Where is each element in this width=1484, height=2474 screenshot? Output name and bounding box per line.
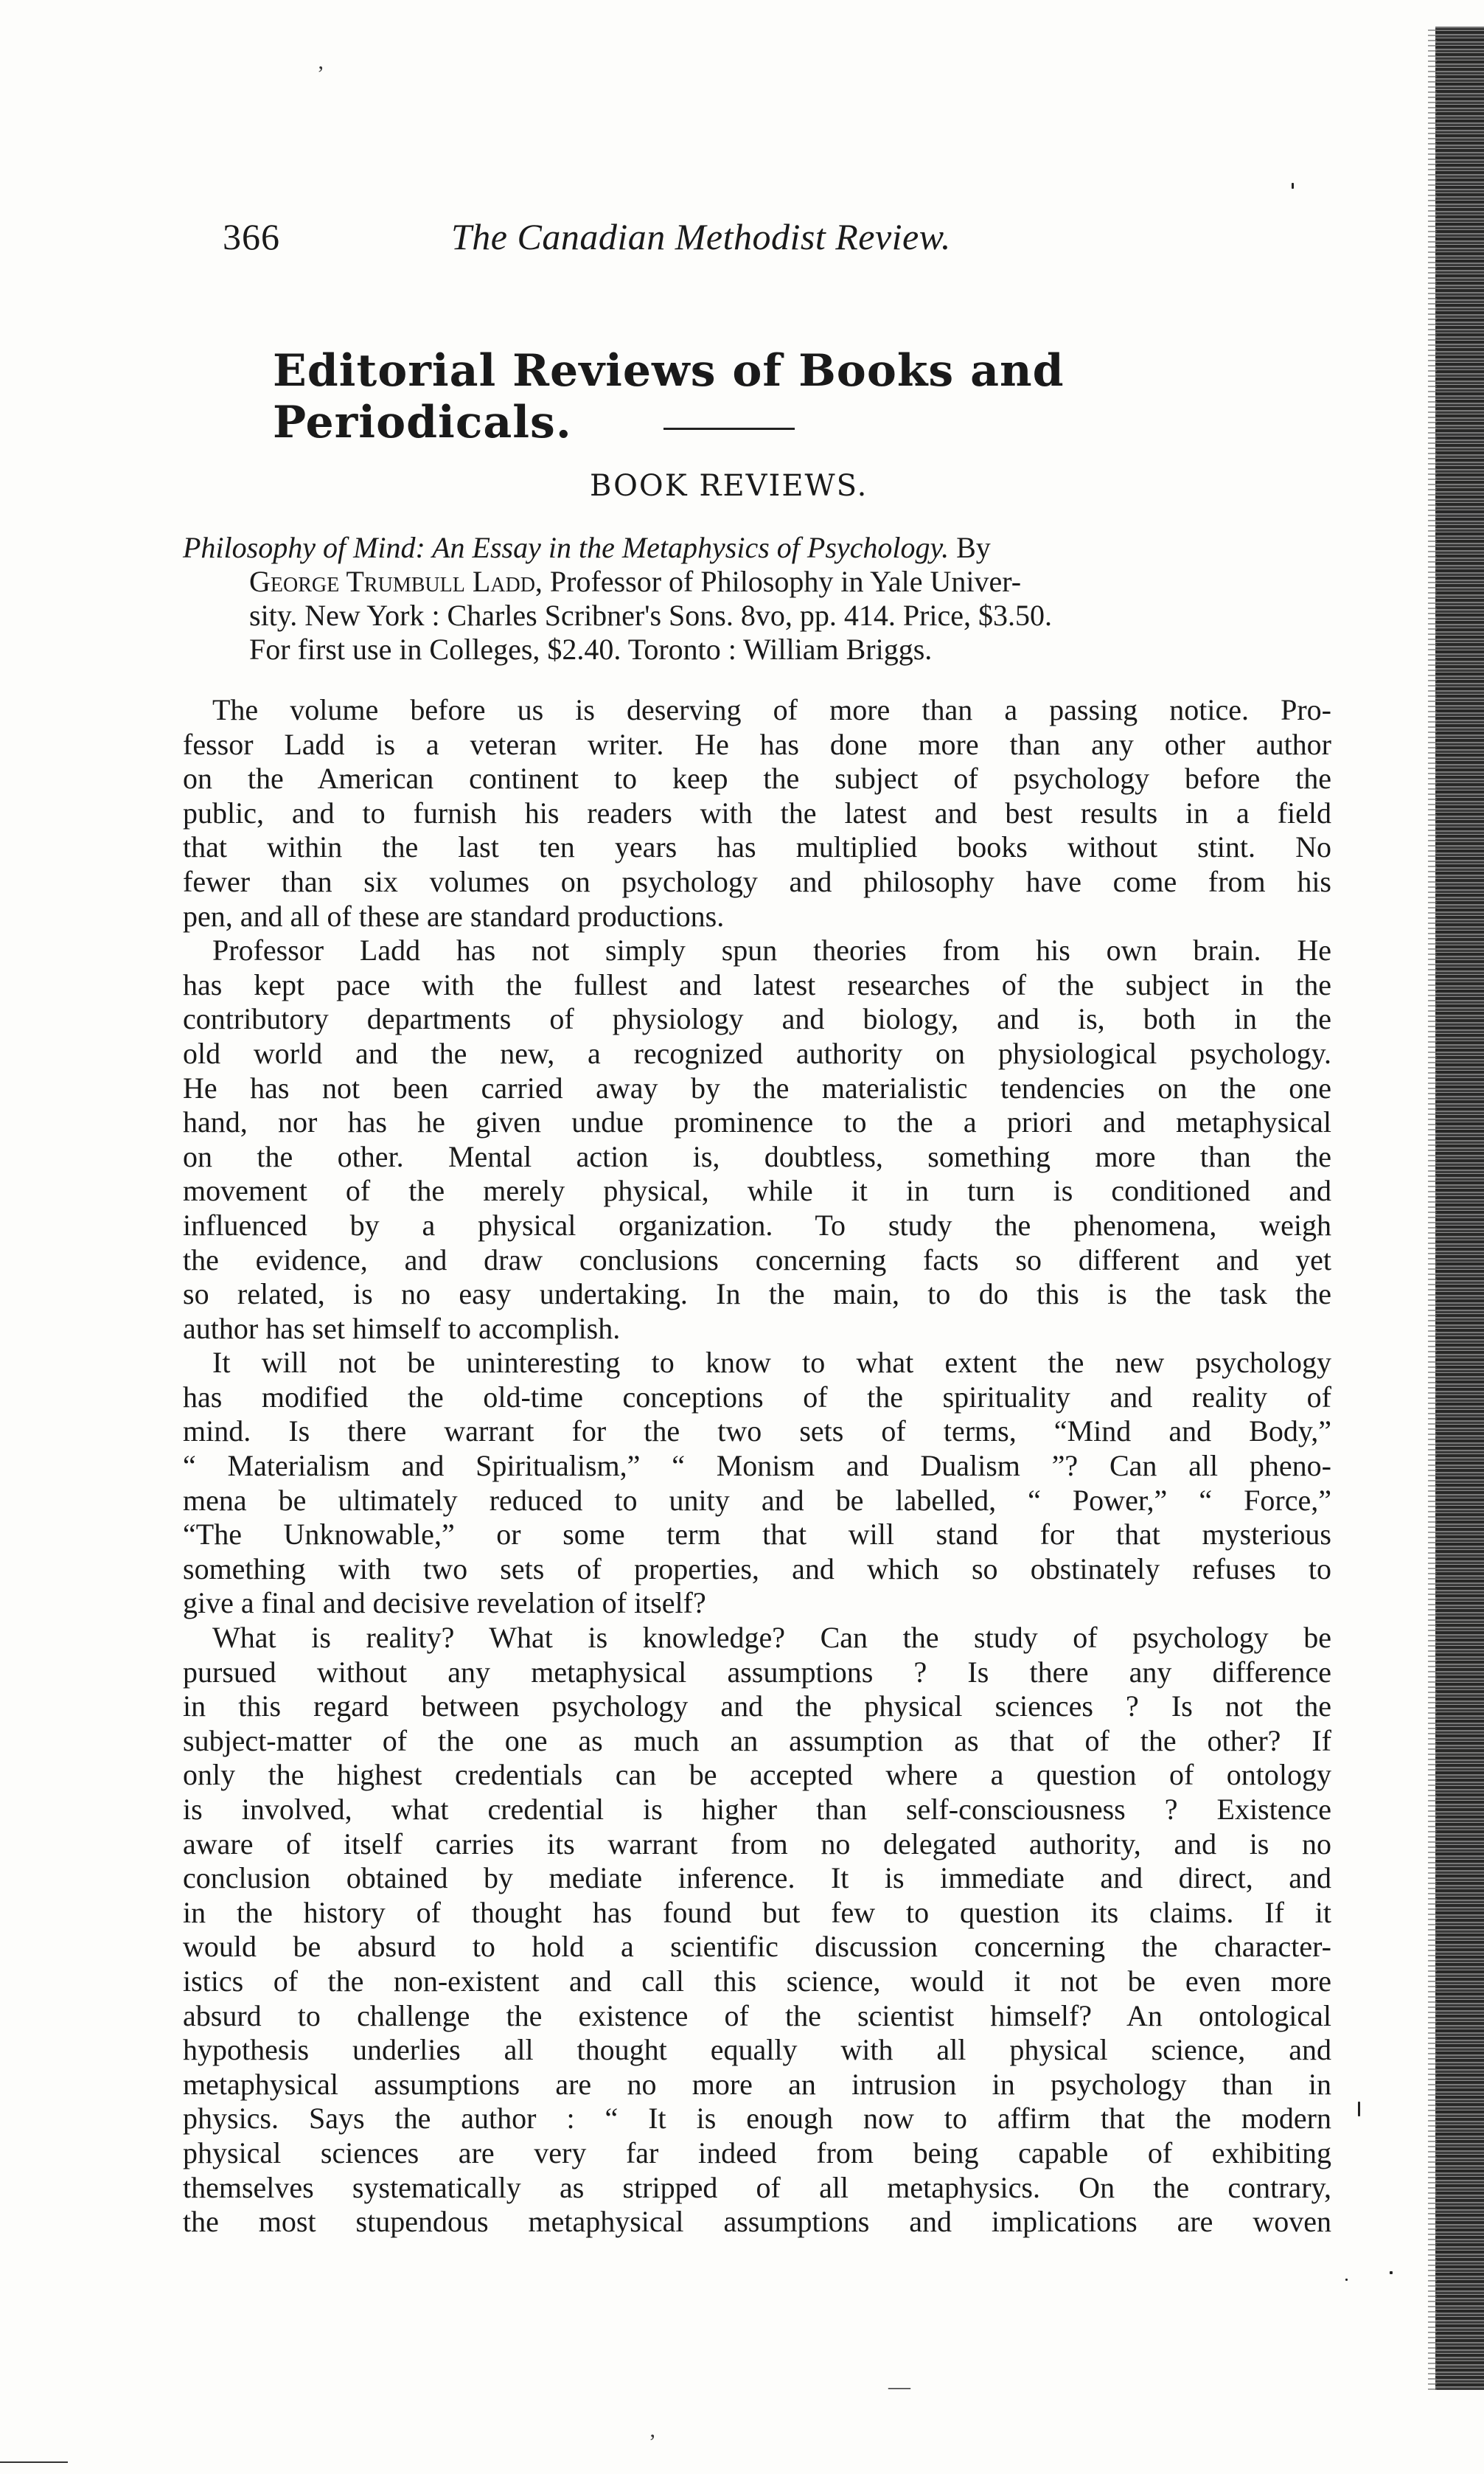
body-line: metaphysical assumptions are no more an intrusion in psychology than in	[183, 2067, 1331, 2101]
citation-line-1	[183, 531, 1331, 565]
citation-by: By	[949, 531, 991, 564]
body-line: influenced by a physical organization. To study the phenomena, weigh	[183, 1208, 1331, 1242]
page-number: 366	[223, 216, 280, 257]
body-line: has kept pace with the fullest and latest researches of the subject in the	[183, 967, 1331, 1001]
body-line: It will not be uninteresting to know to what extent the new psychology	[212, 1346, 1331, 1380]
citation-work-title: Philosophy of Mind: An Essay in the Metaphysics of Psychology.	[183, 531, 950, 564]
body-line: fewer than six volumes on psychology and philosophy have come from his	[183, 864, 1331, 898]
body-line: would be absurd to hold a scientific discussion concerning the character-	[183, 1930, 1331, 1964]
body-line: contributory departments of physiology and biology, and is, both in the	[183, 1002, 1331, 1036]
citation-line-2	[183, 565, 1331, 599]
scan-speck	[1292, 183, 1294, 189]
scan-speck	[1345, 2279, 1348, 2281]
body-line: istics of the non-existent and call this science, would it not be even more	[183, 1964, 1331, 1998]
running-head	[223, 215, 1328, 274]
body-line: something with two sets of properties, and which so obstinately refuses to	[183, 1552, 1331, 1585]
body-line: the most stupendous metaphysical assumptions and implications are woven	[183, 2205, 1331, 2239]
body-line: Professor Ladd has not simply spun theories from his own brain. He	[212, 934, 1331, 967]
body-line: in the history of thought has found but few to question its claims. If it	[183, 1895, 1331, 1929]
scan-edge-rule	[0, 2461, 68, 2463]
body-line: pen, and all of these are standard productions.	[183, 899, 725, 933]
body-line: in this regard between psychology and the physical sciences ? Is not the	[183, 1689, 1331, 1723]
body-line: mena be ultimately reduced to unity and be labelled, “ Power,” “ Force,”	[183, 1483, 1331, 1517]
body-line: movement of the merely physical, while it in turn is conditioned and	[183, 1174, 1331, 1208]
body-line: “The Unknowable,” or some term that will stand for that mysterious	[183, 1518, 1331, 1552]
citation-detail: , Professor of Philosophy in Yale Univer-	[534, 565, 1022, 598]
body-line: so related, is no easy undertaking. In the main, to do this is the task the	[183, 1277, 1331, 1311]
body-line: physics. Says the author : “ It is enough now to affirm that the modern	[183, 2102, 1331, 2136]
body-line: conclusion obtained by mediate inference. It is immediate and direct, and	[183, 1861, 1331, 1895]
stray-mark: ʼ	[317, 62, 324, 86]
heading-rule	[663, 428, 795, 430]
review-body	[183, 693, 1331, 2240]
body-line: What is reality? What is knowledge? Can the study of psychology be	[212, 1621, 1331, 1655]
journal-title: The Canadian Methodist Review.	[451, 216, 951, 257]
scan-speck	[1390, 2271, 1393, 2274]
scan-speck	[1358, 2102, 1360, 2116]
body-line: aware of itself carries its warrant from no delegated authority, and is no	[183, 1827, 1331, 1860]
page-binding-edge	[1435, 27, 1484, 2390]
body-line: pursued without any metaphysical assumptions ? Is there any difference	[183, 1655, 1331, 1689]
body-line: subject-matter of the one as much an assumption as that of the other? If	[183, 1723, 1331, 1757]
citation-line-4: For first use in Colleges, $2.40. Toronto : William Briggs.	[249, 633, 933, 666]
body-line: He has not been carried away by the materialistic tendencies on the one	[183, 1071, 1331, 1105]
body-line: author has set himself to accomplish.	[183, 1311, 621, 1345]
stray-mark: —	[888, 2374, 910, 2399]
section-heading: Editorial Reviews of Books and Periodicals.	[273, 345, 1065, 448]
body-line: old world and the new, a recognized authority on physiological psychology.	[183, 1036, 1331, 1070]
body-line: fessor Ladd is a veteran writer. He has done more than any other author	[183, 727, 1331, 761]
body-line: on the American continent to keep the subject of psychology before the	[183, 762, 1331, 796]
body-line: mind. Is there warrant for the two sets of terms, “Mind and Body,”	[183, 1414, 1331, 1448]
sub-heading: BOOK REVIEWS.	[590, 469, 868, 503]
citation-line-3: sity. New York : Charles Scribner's Sons. 8vo, pp. 414. Price, $3.50.	[249, 599, 1053, 632]
book-citation	[183, 531, 1331, 667]
body-line: The volume before us is deserving of more than a passing notice. Pro-	[212, 693, 1331, 726]
body-line: only the highest credentials can be accepted where a question of ontology	[183, 1758, 1331, 1792]
body-line: that within the last ten years has multiplied books without stint. No	[183, 830, 1331, 864]
body-line: hypothesis underlies all thought equally with all physical science, and	[183, 2033, 1331, 2067]
body-line: themselves systematically as stripped of all metaphysics. On the contrary,	[183, 2170, 1331, 2204]
body-line: physical sciences are very far indeed from being capable of exhibiting	[183, 2136, 1331, 2169]
body-line: the evidence, and draw conclusions concerning facts so different and yet	[183, 1243, 1331, 1276]
citation-author-name: George Trumbull Ladd	[249, 565, 535, 598]
body-line: public, and to furnish his readers with the latest and best results in a field	[183, 796, 1331, 830]
body-line: “ Materialism and Spiritualism,” “ Monism and Dualism ”? Can all pheno-	[183, 1449, 1331, 1483]
body-line: has modified the old-time conceptions of the spirituality and reality of	[183, 1380, 1331, 1414]
body-line: absurd to challenge the existence of the scientist himself? An ontological	[183, 1998, 1331, 2032]
stray-mark: ’	[649, 2430, 656, 2454]
body-line: hand, nor has he given undue prominence to the a priori and metaphysical	[183, 1105, 1331, 1139]
body-line: on the other. Mental action is, doubtless, something more than the	[183, 1139, 1331, 1173]
body-line: give a final and decisive revelation of itself?	[183, 1586, 706, 1620]
body-line: is involved, what credential is higher than self-consciousness ? Existence	[183, 1793, 1331, 1826]
